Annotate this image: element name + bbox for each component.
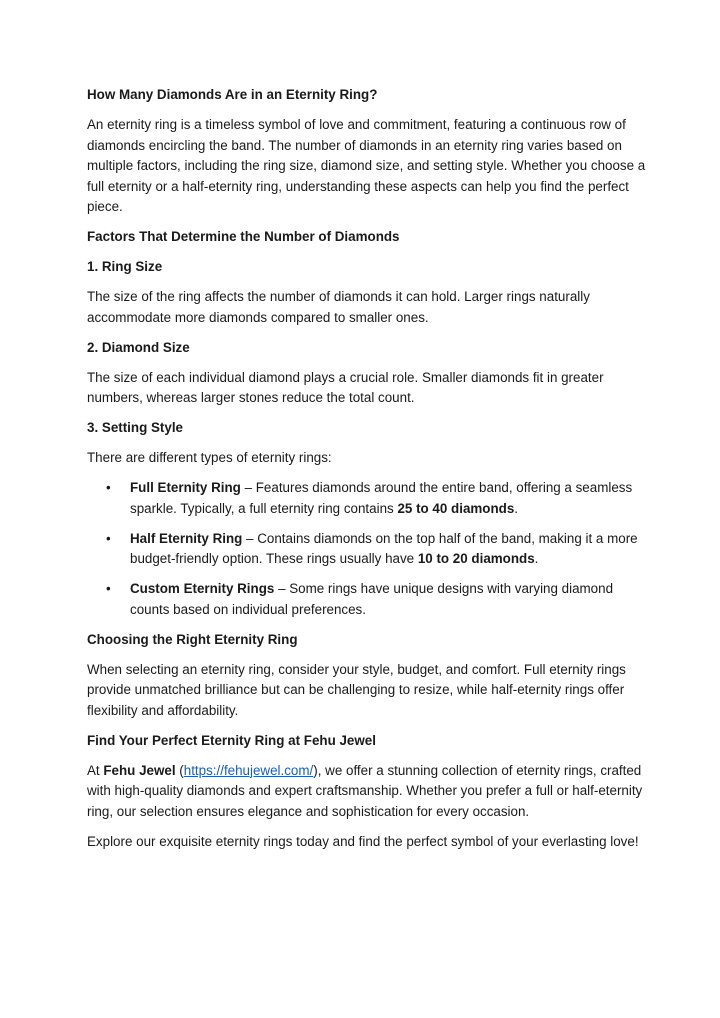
choosing-heading: Choosing the Right Eternity Ring xyxy=(87,631,298,647)
bullet-end: . xyxy=(534,551,539,566)
ring-types-list xyxy=(87,478,647,620)
factors-heading: Factors That Determine the Number of Diamonds xyxy=(87,229,400,244)
article-body xyxy=(87,85,647,862)
bullet-term: Full Eternity Ring xyxy=(130,480,241,495)
paren-open: ( xyxy=(175,762,184,778)
find-heading: Find Your Perfect Eternity Ring at Fehu Jewel xyxy=(87,732,376,748)
bullet-text: – Some rings have unique designs with varying diamond counts based on individual preferences. xyxy=(130,581,614,617)
article-title: How Many Diamonds Are in an Eternity Ring? xyxy=(87,87,378,102)
ring-size-paragraph: The size of the ring affects the number of diamonds it can hold. Larger rings naturally accommodate more diamonds compared to smaller ones. xyxy=(87,289,590,325)
intro-paragraph: An eternity ring is a timeless symbol of love and commitment, featuring a continuous row of diamonds encircling the band. The number of diamonds in an eternity ring varies based on multiple factors, including the ring size, diamond size, and setting style. Whether you choose a full eternity or a half-eternity ring, understanding these aspects can help you find the perfect piece. xyxy=(87,117,646,214)
find-rest: ), we offer a stunning collection of eternity rings, crafted with high-quality diamonds and expert craftsmanship. Whether you prefer a full or half-eternity ring, our selection ensures elegance and sophistication for every occasion. xyxy=(87,762,643,819)
setting-style-paragraph: There are different types of eternity rings: xyxy=(87,450,332,465)
bullet-term: Half Eternity Ring xyxy=(130,530,243,546)
bullet-text: – Contains diamonds on the top half of the band, making it a more budget-friendly option. These rings usually have xyxy=(130,530,638,566)
list-item-full-eternity xyxy=(87,478,647,519)
bullet-term: Custom Eternity Rings xyxy=(130,581,275,596)
diamond-size-heading: 2. Diamond Size xyxy=(87,339,190,355)
find-prefix: At xyxy=(87,762,104,778)
bullet-end: . xyxy=(514,500,519,516)
closing-paragraph: Explore our exquisite eternity rings today and find the perfect symbol of your everlasting love! xyxy=(87,833,639,849)
website-link[interactable]: https://fehujewel.com/ xyxy=(183,762,314,778)
find-paragraph xyxy=(87,761,647,823)
diamond-size-paragraph: The size of each individual diamond plays a crucial role. Smaller diamonds fit in greater numbers, whereas larger stones reduce the total count. xyxy=(87,369,604,405)
choosing-paragraph: When selecting an eternity ring, consider your style, budget, and comfort. Full eternity rings provide unmatched brilliance but can be challenging to resize, while half-eternity rings offer flexibility and affordability. xyxy=(87,661,626,718)
brand-name: Fehu Jewel xyxy=(103,762,176,778)
bullet-highlight: 10 to 20 diamonds xyxy=(417,551,535,566)
bullet-text: – Features diamonds around the entire band, offering a seamless sparkle. Typically, a full eternity ring contains xyxy=(130,480,633,516)
ring-size-heading: 1. Ring Size xyxy=(87,259,163,274)
setting-style-heading: 3. Setting Style xyxy=(87,420,183,435)
bullet-highlight: 25 to 40 diamonds xyxy=(397,500,515,516)
list-item-custom-eternity xyxy=(87,579,647,620)
list-item-half-eternity xyxy=(87,529,647,570)
